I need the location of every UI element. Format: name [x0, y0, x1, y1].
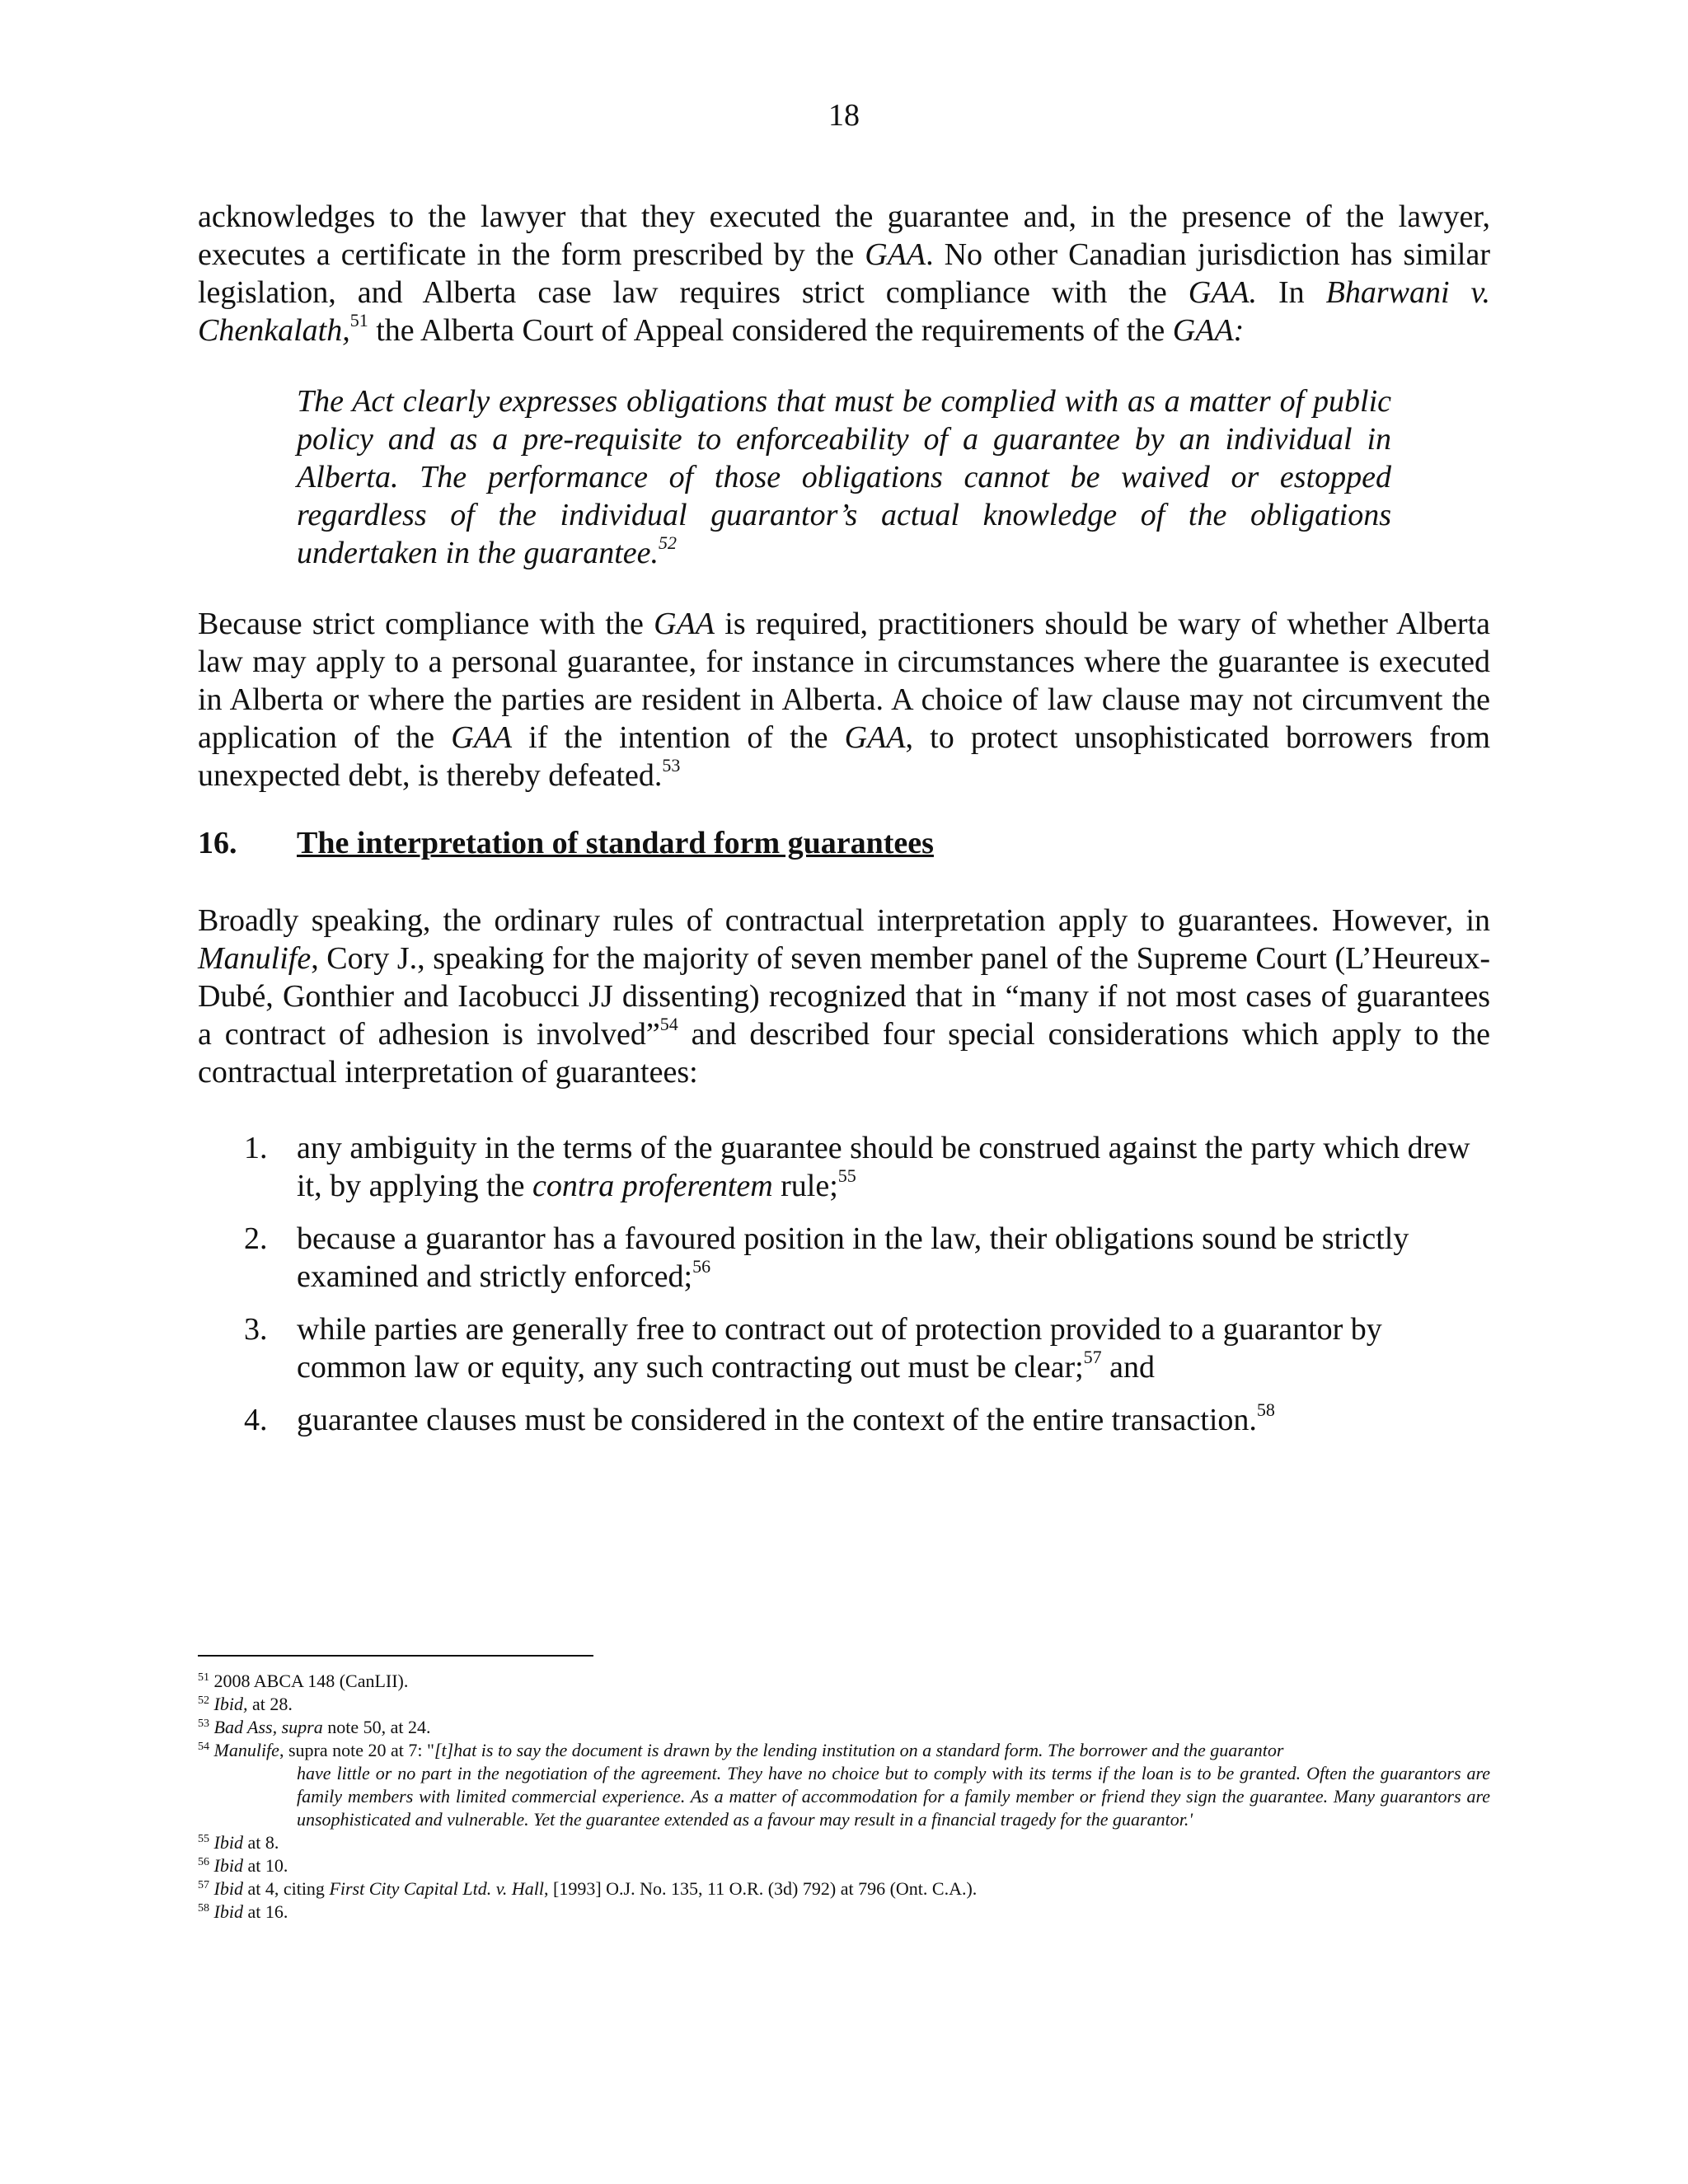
italic-run: Ibid	[209, 1855, 243, 1876]
footnote-56	[198, 1854, 1490, 1877]
list-item	[198, 1310, 1490, 1386]
list-number: 2.	[244, 1221, 268, 1256]
footnote-number: 57	[198, 1879, 209, 1891]
list-number: 1.	[244, 1131, 268, 1165]
footnote-ref-57[interactable]: 57	[1083, 1347, 1102, 1367]
footnote-number: 58	[198, 1902, 209, 1915]
text-run: at 10.	[242, 1855, 288, 1876]
italic-run: Ibid	[209, 1832, 243, 1853]
text-run: , [1993] O.J. No. 135, 11 O.R. (3d) 792) at 796 (Ont. C.A.).	[544, 1878, 978, 1899]
italic-run: Manulife	[209, 1740, 279, 1760]
footnote-54	[198, 1739, 1490, 1831]
paragraph-compliance	[198, 605, 1490, 794]
text-run: the Alberta Court of Appeal considered the requirements of the	[368, 313, 1173, 348]
italic-run: contra proferentem	[532, 1169, 773, 1203]
section-title: The interpretation of standard form guarantees	[297, 826, 934, 860]
footnote-number: 53	[198, 1718, 209, 1730]
text-run: 2008 ABCA 148 (CanLII).	[209, 1671, 409, 1691]
text-run: , to protect unsophisticated borrowers from unexpected debt, is thereby defeated.	[198, 720, 1491, 793]
list-number: 3.	[244, 1312, 268, 1347]
footnote-ref-56[interactable]: 56	[692, 1256, 711, 1277]
text-run: , Cory J., speaking for the majority of seven member panel of the Supreme Court (L’Heureux-Dubé, Gonthier and Iacobucci JJ dissenting) recognized that in “many if not most cases of guarantees a contract of adhesion is involved”	[198, 941, 1490, 1052]
paragraph-intro	[198, 198, 1490, 349]
footnote-58	[198, 1900, 1490, 1924]
text-run: acknowledges to the lawyer that they executed the guarantee and, in the presence of the lawyer, executes a certificate in the form prescribed by the	[198, 199, 1490, 272]
footnote-ref-51[interactable]: 51	[349, 310, 368, 330]
footnote-53	[198, 1716, 1490, 1739]
footnote-ref-54[interactable]: 54	[659, 1014, 678, 1034]
italic-run: GAA	[451, 720, 513, 755]
footnote-57	[198, 1877, 1490, 1900]
text-run: is required, practitioners should be wary of whether Alberta law may apply to a personal guarantee, for instance in circumstances where the guarantee is executed in Alberta or where the parties are resident in Alberta. A choice of law clause may not circumvent the application of the	[198, 607, 1490, 755]
footnote-first-line	[198, 1739, 1490, 1762]
footnote-number: 56	[198, 1856, 209, 1868]
section-heading	[198, 824, 1490, 862]
considerations-list	[198, 1129, 1490, 1454]
footnote-number: 52	[198, 1694, 209, 1707]
footnote-quote-continuation: have little or no part in the negotiation of the agreement. They have no choice but to comply with its terms if the loan is to be granted. Often the guarantors are family members with limited commercial experience. As a matter of accommodation for a family member or friend they sign the guarantee. Many guarantors are unsophisticated and vulnerable. Yet the guarantee extended as a favour may result in a financial tragedy for the guarantor.'	[297, 1763, 1490, 1830]
footnote-separator	[198, 1655, 593, 1657]
list-item	[198, 1220, 1490, 1296]
text-run: In	[1257, 275, 1326, 310]
paragraph-interpretation	[198, 902, 1490, 1091]
text-run: at 28.	[247, 1694, 293, 1714]
text-run: and described four special considerations which apply to the contractual interpretation of guarantees:	[198, 1017, 1490, 1090]
text-run: because a guarantor has a favoured position in the law, their obligations sound be strictly examined and strictly enforced;	[297, 1221, 1409, 1294]
footnotes	[198, 1670, 1490, 1924]
footnote-ref-55[interactable]: 55	[837, 1165, 856, 1186]
italic-run: Ibid	[209, 1878, 243, 1899]
footnote-ref-53[interactable]: 53	[662, 755, 681, 776]
footnote-number: 54	[198, 1741, 209, 1753]
italic-run: GAA	[865, 237, 926, 272]
list-number: 4.	[244, 1403, 268, 1437]
italic-run: [t]hat is to say the document is drawn by the lending institution on a standard form. The borrower and the guarantor	[434, 1740, 1284, 1760]
italic-run: GAA	[844, 720, 906, 755]
text-run: guarantee clauses must be considered in the context of the entire transaction.	[297, 1403, 1257, 1437]
footnote-number: 51	[198, 1671, 209, 1684]
footnote-55	[198, 1831, 1490, 1854]
section-number: 16.	[198, 826, 237, 860]
italic-run: GAA	[654, 607, 715, 641]
footnote-52	[198, 1693, 1490, 1716]
text-run: at 4, citing	[242, 1878, 330, 1899]
text-run: Broadly speaking, the ordinary rules of contractual interpretation apply to guarantees. However, in	[198, 903, 1490, 938]
footnote-number: 55	[198, 1833, 209, 1845]
footnote-ref-58[interactable]: 58	[1256, 1399, 1275, 1420]
text-run: any ambiguity in the terms of the guarantee should be construed against the party which drew it, by applying the	[297, 1131, 1470, 1203]
text-run: . No other Canadian jurisdiction has similar legislation, and Alberta case law requires strict compliance with the	[198, 237, 1490, 310]
text-run: while parties are generally free to contract out of protection provided to a guarantor by common law or equity, any such contracting out must be clear;	[297, 1312, 1382, 1385]
list-item	[198, 1129, 1490, 1205]
italic-run: GAA:	[1172, 313, 1245, 348]
text-run: rule;	[772, 1169, 838, 1203]
text-run: at 16.	[242, 1901, 288, 1922]
italic-run: Ibid	[209, 1901, 243, 1922]
italic-run: Bad Ass, supra	[209, 1717, 323, 1737]
text-run: Because strict compliance with the	[198, 607, 654, 641]
italic-run: Ibid,	[209, 1694, 248, 1714]
italic-run: GAA.	[1188, 275, 1258, 310]
case-name: Bharwani v. Chenkalath,	[198, 275, 1491, 348]
page-number: 18	[828, 98, 860, 133]
quote-text: The Act clearly expresses obligations that must be complied with as a matter of public policy and as a pre-requisite to enforceability of a guarantee by an individual in Alberta. The performance of those obligations cannot be waived or estopped regardless of the individual guarantor’s actual knowledge of the obligations undertaken in the guarantee.	[297, 384, 1391, 570]
text-run: note 50, at 24.	[322, 1717, 431, 1737]
text-run: , supra note 20 at 7: "	[279, 1740, 434, 1760]
italic-run: Manulife	[198, 941, 312, 976]
case-name: First City Capital Ltd. v. Hall	[329, 1878, 544, 1899]
block-quote	[297, 382, 1391, 572]
footnote-ref-52[interactable]: 52	[659, 532, 678, 553]
text-run: at 8.	[242, 1832, 279, 1853]
text-run: if the intention of the	[512, 720, 845, 755]
text-run: and	[1101, 1350, 1156, 1385]
footnote-51	[198, 1670, 1490, 1693]
list-item	[198, 1401, 1490, 1439]
